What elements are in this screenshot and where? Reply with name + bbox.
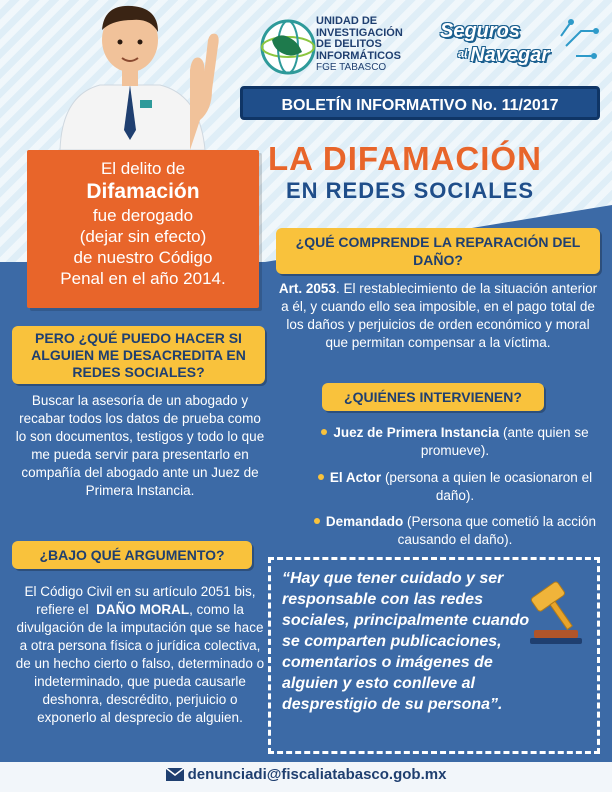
- participant-desc: (ante quien se promueve).: [420, 425, 589, 458]
- participant-role: Demandado: [325, 514, 404, 529]
- al-text: al: [458, 48, 468, 60]
- notice-line: (dejar sin efecto): [79, 227, 207, 246]
- participant-item: [310, 424, 600, 460]
- bullet-icon: [321, 429, 327, 435]
- mail-icon: [166, 768, 184, 781]
- argument-text-part: , como la divulgación de la imputación que se hace a otra persona física o jurídica colectiva, de un hecho cierto o falso, determinado o indeterminado, que pueda causarle deshonra, descrédito, perjuicio o exponerlo al desprecio de alguien.: [15, 602, 265, 725]
- notice-line: El delito de: [100, 159, 186, 178]
- unit-name: [316, 16, 403, 74]
- email-link[interactable]: denunciadi@fiscaliatabasco.gob.mx: [187, 766, 447, 783]
- navegar-text: Navegar: [470, 44, 550, 66]
- article-text: . El restablecimiento de la situación anterior a él, y cuando ello sea imposible, en el pago total de los daños y perjuicios de orden económico y moral que permitan compensar a la víctima.: [281, 281, 598, 350]
- notice-line: fue derogado: [92, 206, 194, 225]
- unit-line: INFORMÁTICOS: [316, 49, 401, 62]
- bullet-icon: [318, 474, 324, 480]
- main-subtitle: EN REDES SOCIALES: [286, 178, 535, 203]
- reparation-text: [276, 280, 600, 352]
- main-title: LA DIFAMACIÓN: [268, 140, 542, 177]
- participant-item: [310, 469, 600, 505]
- character-illustration: [40, 0, 230, 150]
- participant-desc: (persona a quien le ocasionaron el daño).: [384, 470, 593, 503]
- notice-keyword: Difamación: [86, 180, 200, 203]
- moral-damage-term: DAÑO MORAL: [96, 602, 190, 617]
- participant-item: [310, 513, 600, 549]
- bullet-icon: [314, 518, 320, 524]
- unit-agency: FGE TABASCO: [316, 62, 387, 73]
- article-number: Art. 2053: [278, 281, 336, 296]
- argument-text-part: El Código Civil en su artículo 2051 bis, refiere el: [24, 584, 256, 617]
- bulletin-number: BOLETÍN INFORMATIVO No. 11/2017: [240, 86, 600, 120]
- gavel-icon: [520, 578, 592, 648]
- contact-email: [0, 766, 612, 783]
- participant-role: El Actor: [329, 470, 382, 485]
- participant-desc: (Persona que cometió la acción causando el daño).: [397, 514, 597, 547]
- what-to-do-heading: PERO ¿QUÉ PUEDO HACER SI ALGUIEN ME DESACREDITA EN REDES SOCIALES?: [12, 326, 265, 384]
- unit-line: UNIDAD DE: [316, 15, 378, 27]
- participants-heading: ¿QUIÉNES INTERVIENEN?: [322, 383, 544, 411]
- argument-text: [12, 583, 268, 727]
- navegar-logo-text: [458, 44, 549, 67]
- notice-line: Penal en el año 2014.: [60, 269, 226, 288]
- unit-line: DE DELITOS: [316, 38, 382, 50]
- derogation-notice: [27, 150, 259, 308]
- reparation-heading: ¿QUÉ COMPRENDE LA REPARACIÓN DEL DAÑO?: [276, 228, 600, 274]
- seguros-logo-text: Seguros: [440, 20, 521, 42]
- unit-line: INVESTIGACIÓN: [316, 26, 403, 39]
- argument-heading: ¿BAJO QUÉ ARGUMENTO?: [12, 541, 252, 569]
- notice-line: de nuestro Código: [73, 248, 213, 267]
- quote-text: “Hay que tener cuidado y ser responsable con las redes sociales, principalmente cuando se comparten publicaciones, comentarios o imágenes de alguien y esto conlleve al desprestigio de su persona”.: [282, 570, 530, 713]
- participant-role: Juez de Primera Instancia: [333, 425, 500, 440]
- what-to-do-text: Buscar la asesoría de un abogado y recabar todos los datos de prueba como lo son documentos, testigos y todo lo que me pueda servir para presentarlo en compañía del abogado ante un Juez de Primera Instancia.: [15, 393, 265, 498]
